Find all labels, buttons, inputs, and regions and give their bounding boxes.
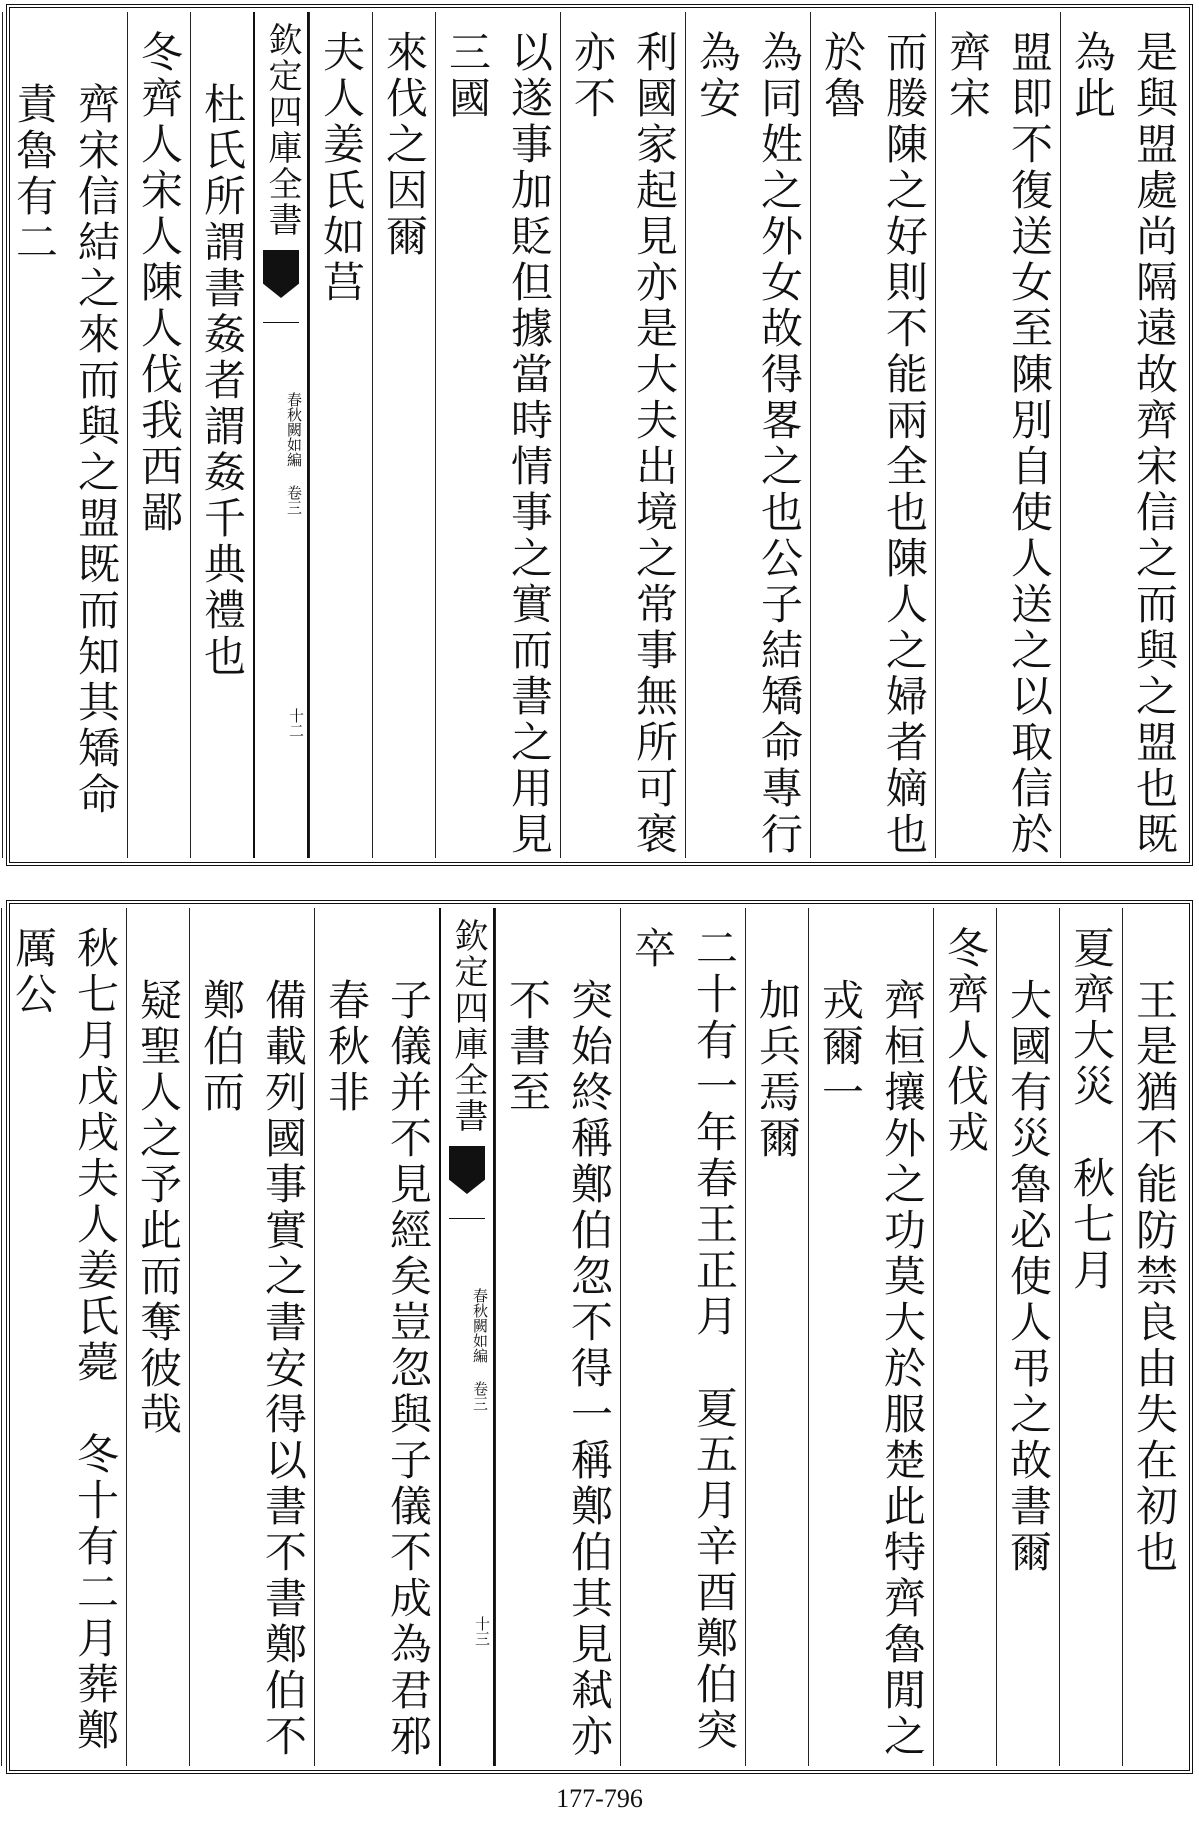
text-column: 突始終稱鄭伯忽不得一稱鄭伯其見弒亦不書至 [495,908,620,1766]
text-column: 王是猶不能防禁良由失在初也 [1122,908,1185,1766]
text-column: 夏齊大災 秋七月 [1059,908,1122,1766]
page-top [6,4,1193,866]
text-column: 子儀并不見經矣豈忽與子儀不成為君邪春秋非 [314,908,439,1766]
book-header: 欽定四庫全書 [448,918,488,1134]
fish-tail-mark [449,1146,485,1194]
text-column: 來伐之因爾 [372,12,435,858]
text-column: 而媵陳之好則不能兩全也陳人之婦者嫡也於魯 [810,12,935,858]
page-bottom [6,900,1193,1774]
text-column: 冬齊人宋人陳人伐我西鄙 [127,12,190,858]
text-column: 備載列國事實之書安得以書不書鄭伯不鄭伯而 [189,908,314,1766]
bottom-columns [9,908,1185,1766]
volume-title: 春秋闕如編 卷三 [285,392,303,515]
fish-tail-mark [263,250,299,298]
text-column: 杜氏所謂書姦者謂姦千典禮也 [190,12,253,858]
text-column [0,12,2,858]
fish-tail-line [449,1218,485,1249]
text-column: 是與盟處尚隔遠故齊宋信之而與之盟也既為此 [1060,12,1185,858]
text-column: 為同姓之外女故得畧之也公子結矯命專行為安 [685,12,810,858]
book-header: 欽定四庫全書 [262,22,302,238]
text-column: 以遂事加貶但據當時情事之實而書之用見三國 [435,12,560,858]
text-column: 齊宋信結之來而與之盟既而知其矯命責魯有二 [2,12,127,858]
page-footer-number: 177-796 [556,1784,643,1813]
page-number: 十二 [287,708,305,738]
text-column: 二十有一年春王正月 夏五月辛酉鄭伯突卒 [620,908,745,1766]
page-number: 十三 [473,1616,491,1646]
text-column [0,908,1,1766]
text-column: 冬齊人伐戎 [933,908,996,1766]
fish-tail-line [263,322,299,353]
text-column: 齊桓攘外之功莫大於服楚此特齊魯閒之戎爾一 [808,908,933,1766]
center-margin [253,12,309,858]
text-column: 加兵焉爾 [745,908,808,1766]
text-column: 利國家起見亦是大夫出境之常事無所可褒亦不 [560,12,685,858]
text-column: 秋七月戊戌夫人姜氏薨 冬十有二月葬鄭厲公 [1,908,126,1766]
center-margin [439,908,495,1766]
volume-title: 春秋闕如編 卷三 [471,1288,489,1411]
text-column: 夫人姜氏如莒 [309,12,372,858]
text-column: 盟即不復送女至陳別自使人送之以取信於齊宋 [935,12,1060,858]
text-column: 大國有災魯必使人弔之故書爾 [996,908,1059,1766]
text-column: 疑聖人之予此而奪彼哉 [126,908,189,1766]
top-columns [10,12,1185,858]
